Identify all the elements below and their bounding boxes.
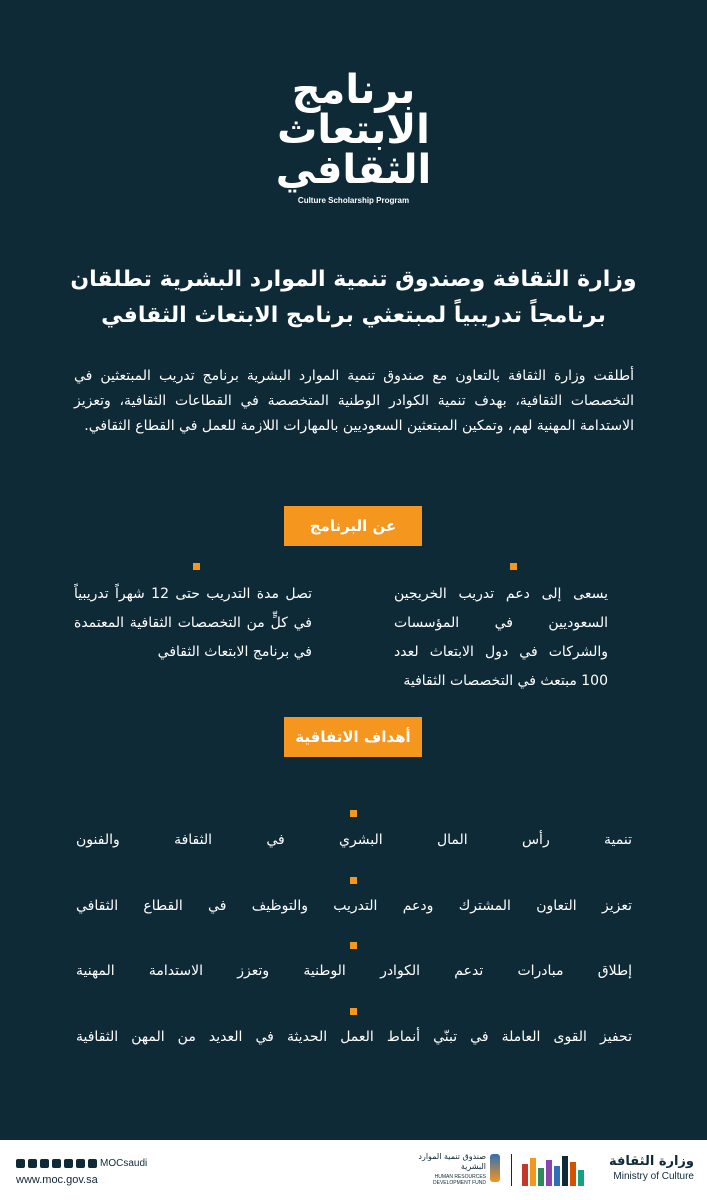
bullet-icon <box>350 810 357 817</box>
moc-english-name: Ministry of Culture <box>613 1171 694 1182</box>
moc-books-icon <box>522 1156 584 1186</box>
logo-line-2: الابتعاث <box>277 107 430 153</box>
website-url[interactable]: www.moc.gov.sa <box>16 1174 98 1186</box>
bullet-icon <box>350 877 357 884</box>
headline <box>40 262 667 334</box>
goal-item-2: تعزيز التعاون المشترك ودعم التدريب والتوظيف في القطاع الثقافي <box>76 898 632 914</box>
logo-line-3: الثقافي <box>275 147 432 193</box>
about-right-text: يسعى إلى دعم تدريب الخريجين السعوديين في المؤسسات والشركات في دول الابتعاث لعدد 100 مبتعث في التخصصات الثقافية <box>394 586 608 689</box>
intro-paragraph: أطلقت وزارة الثقافة بالتعاون مع صندوق تنمية الموارد البشرية برنامج تدريب المبتعثين في التخصصات الثقافية، بهدف تنمية الكوادر الوطنية المتخصصة في القطاعات الثقافية، وتعزيز الاستدامة المهنية لهم، وتمكين المبتعثين السعوديين بالمهارات اللازمة للعمل في القطاع الثقافي. <box>74 368 634 434</box>
logo-divider <box>511 1154 512 1186</box>
goals-section-label: أهداف الاتفاقية <box>284 717 422 757</box>
tiktok-icon[interactable] <box>52 1159 61 1168</box>
bullet-icon <box>193 563 200 570</box>
goal-item-3: إطلاق مبادرات تدعم الكوادر الوطنية وتعزز الاستدامة المهنية <box>76 963 632 979</box>
social-links <box>16 1158 147 1169</box>
hrdf-english-name: HUMAN RESOURCES DEVELOPMENT FUND <box>433 1174 486 1186</box>
x-icon[interactable] <box>16 1159 25 1168</box>
hrdf-logo <box>420 1150 500 1192</box>
youtube-icon[interactable] <box>64 1159 73 1168</box>
bullet-icon <box>350 942 357 949</box>
logo-english: Culture Scholarship Program <box>297 196 410 205</box>
snapchat-icon[interactable] <box>76 1159 85 1168</box>
program-logo <box>0 67 707 205</box>
instagram-icon[interactable] <box>28 1159 37 1168</box>
logo-line-1: برنامج <box>291 67 416 113</box>
footer <box>0 1140 707 1200</box>
about-section-label: عن البرنامج <box>284 506 422 546</box>
bullet-icon <box>350 1008 357 1015</box>
hrdf-arabic-name: صندوق تنمية الموارد البشرية <box>418 1152 486 1171</box>
moc-arabic-name: وزارة الثقافة <box>609 1154 694 1169</box>
social-handle: MOCsaudi <box>100 1158 148 1169</box>
about-left-text: تصل مدة التدريب حتى 12 شهراً تدريبياً في كلٍّ من التخصصات الثقافية المعتمدة في برنامج الابتعاث الثقافي <box>74 586 312 660</box>
headline-line-1: وزارة الثقافة وصندوق تنمية الموارد البشرية تطلقان <box>70 267 637 292</box>
bullet-icon <box>510 563 517 570</box>
goal-item-4: تحفيز القوى العاملة في تبنّي أنماط العمل الحديثة في العديد من المهن الثقافية <box>76 1029 632 1045</box>
hrdf-mark-icon <box>490 1154 500 1182</box>
moc-logo <box>602 1154 694 1184</box>
goal-item-1: تنمية رأس المال البشري في الثقافة والفنون <box>76 832 632 848</box>
facebook-icon[interactable] <box>40 1159 49 1168</box>
linkedin-icon[interactable] <box>88 1159 97 1168</box>
headline-line-2: برنامجاً تدريبياً لمبتعثي برنامج الابتعاث الثقافي <box>101 303 606 328</box>
